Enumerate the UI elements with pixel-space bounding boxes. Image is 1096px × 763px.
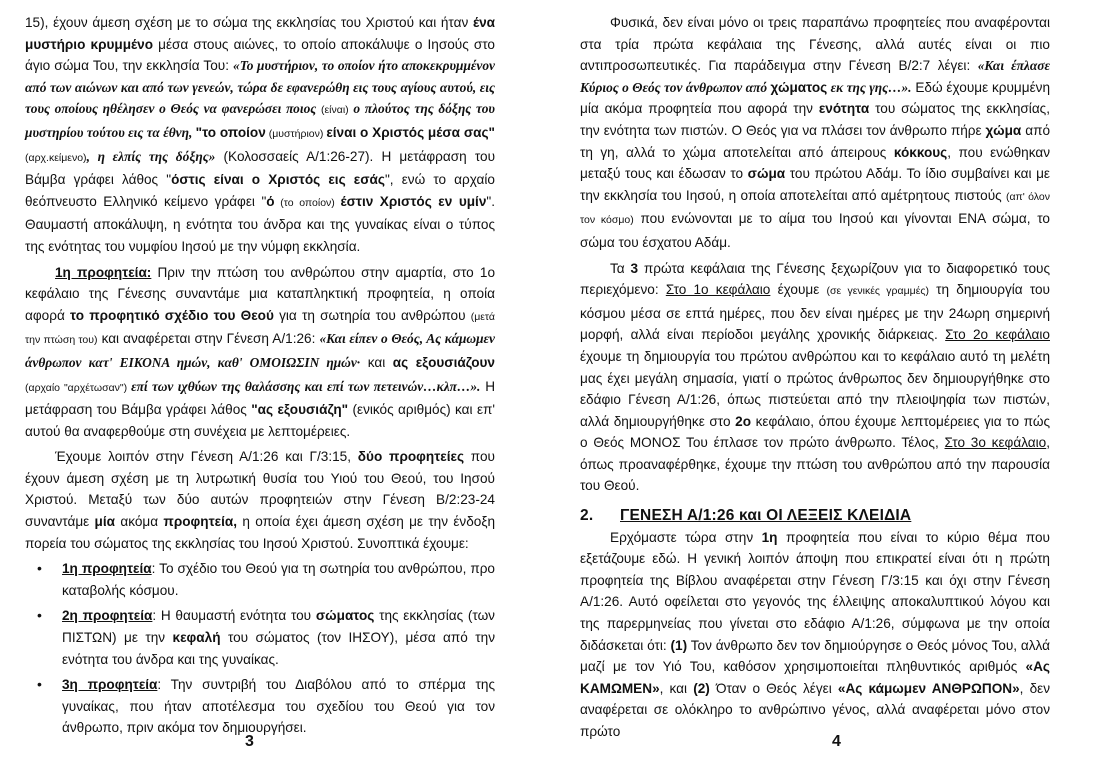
text-run: Έχουμε λοιπόν στην Γένεση Α/1:26 και Γ/3:15,	[55, 449, 358, 465]
text-run: όστις είναι ο Χριστός εις εσάς	[171, 172, 385, 188]
text-run: σώματος	[315, 608, 375, 624]
text-run: , και	[659, 680, 694, 696]
text-run: (μυστήριον)	[265, 127, 327, 140]
text-run: : Το σχέδιο του Θεού για τη σωτηρία του ανθρώπου, προ καταβολής κόσμου.	[62, 561, 495, 598]
right-paragraph-1	[580, 12, 1050, 254]
text-run: (το οποίον)	[274, 196, 341, 209]
text-run: εκ της γης…».	[827, 79, 912, 95]
text-run: 2η προφητεία	[62, 608, 153, 624]
left-page	[25, 12, 495, 743]
text-run: (μετά την πτώση του)	[25, 310, 495, 347]
text-run: , που ενώθηκαν μεταξύ τους και έδωσαν το	[580, 144, 1050, 182]
text-run: 3η προφητεία	[62, 677, 158, 693]
text-run: 1η	[761, 529, 778, 545]
left-paragraph-2	[25, 262, 495, 443]
text-run: που ενώνονται με το αίμα του Ιησού και γίνονται ΕΝΑ σώμα, το σώμα του έσχατου Αδάμ.	[580, 211, 1050, 250]
text-run: μία	[94, 514, 115, 530]
text-run: Φυσικά, δεν είναι μόνο οι τρεις παραπάνω προφητείες που αναφέρονται στα τρία πρώτα κεφάλαια της Γένεσης, αλλά αυτές είναι οι πιο αντιπροσωπευτικές. Για παράδειγμα στην Γένεση Β/2:7 λέγει:	[580, 15, 1050, 74]
text-run: Όταν ο Θεός λέγει	[709, 680, 838, 696]
page-number-left: 3	[245, 733, 254, 750]
text-run: "το οποίον	[195, 124, 266, 140]
text-run: (απ' όλον τον κόσμο)	[580, 190, 1050, 227]
text-run: επί των ιχθύων της θαλάσσης και επί των πετεινών…κλπ…».	[131, 378, 481, 394]
text-run: από τη γη, αλλά το χώμα αποτελείται από άπειρους	[580, 122, 1051, 160]
text-run: και	[360, 354, 393, 370]
text-run: δύο προφητείες	[357, 449, 465, 465]
text-run: «Το μυστήριον, το οποίον ήτο αποκεκρυμμένον από των αιώνων και από των γενεών, τώρα δε εφανερώθη εις τους αγίους αυτού, εις τους οποίους ηθέλησεν ο Θεός να φανερώσει ποιος	[25, 58, 495, 117]
text-run: το προφητικό σχέδιο του Θεού	[70, 307, 274, 323]
text-run: είναι ο Χριστός μέσα σας"	[326, 124, 495, 140]
text-run: πρώτα κεφάλαια της Γένεσης ξεχωρίζουν για το διαφορετικό τους περιεχόμενο:	[580, 260, 1050, 298]
text-run: (Κολοσσαείς Α/1:26-27). Η μετάφραση του Βάμβα γράφει λάθος "	[25, 148, 496, 188]
list-item-text	[62, 561, 495, 598]
text-run: «Ας ΚΑΜΩΜΕΝ»	[580, 659, 1050, 696]
left-paragraph-3	[25, 446, 495, 554]
text-run: Εδώ έχουμε κρυμμένη μία ακόμα προφητεία που αφορά την	[580, 79, 1051, 117]
text-run: «Ας κάμωμεν ΑΝΘΡΩΠΟΝ»	[837, 680, 1020, 696]
right-page	[580, 12, 1050, 743]
text-run: κεφαλή	[172, 630, 221, 646]
list-item	[25, 558, 495, 601]
text-run: 1η προφητεία:	[55, 264, 152, 280]
text-run: «Και έπλασε Κύριος ο Θεός τον άνθρωπον από	[580, 58, 1050, 95]
text-run: ". Θαυμαστή αποκάλυψη, η ενότητα του άνδρα και της γυναίκας είναι ο τύπος της ενότητας του νυμφίου Ιησού με την νύμφη εκκλησία.	[25, 193, 495, 254]
text-run: που έχουν άμεση σχέση με τη λυτρωτική θυσία του Υιού του Θεού, του Ιησού Χριστού. Μεταξύ των δύο αυτών προφητειών στην Γένεση Β/2:23-24 συναντάμε	[25, 449, 495, 530]
text-run: 1η προφητεία	[62, 561, 152, 577]
text-run: Στο 3ο κεφάλαιο	[944, 435, 1047, 451]
text-run: μέσα στους αιώνες, το οποίο αποκάλυψε ο Ιησούς στο άγιο σώμα Του, την εκκλησία Του:	[25, 36, 495, 74]
text-run: 3	[630, 260, 639, 276]
text-run: και αναφέρεται στην Γένεση Α/1:26:	[97, 331, 320, 347]
text-run: : Η θαυμαστή ενότητα του	[152, 608, 316, 624]
text-run: προφητεία που είναι το κύριο θέμα που εξετάζουμε εδώ. Η γενική λοιπόν άποψη που επικρατεί είναι ότι η πρώτη προφητεία της Βίβλου αναφέρεται στην Γένεση Γ/3:15 και όχι στην Γένεση Α/1:26. Αυτό οφείλεται στο γεγονός της έλλειψης αποκαλυπτικού λόγου και της παρερμηνείας που γίνεται στο εδάφιο Α/1:26, σύμφωνα με την οποία διδάσκεται ότι:	[580, 529, 1050, 653]
section-number: 2.	[580, 507, 594, 525]
text-run: σώμα	[747, 166, 786, 182]
text-run: , η ελπίς της δόξης»	[86, 148, 216, 164]
text-run: (είναι)	[320, 104, 349, 117]
text-run: ακόμα	[115, 514, 164, 530]
text-run: της εκκλησίας (των ΠΙΣΤΩΝ) με την	[62, 608, 495, 646]
text-run: Πριν την πτώση του ανθρώπου στην αμαρτία, στο 1ο κεφάλαιο της Γένεσης συναντάμε μια καταπληκτική προφητεία, η οποία αφορά	[25, 264, 495, 323]
text-run: (αρχαίο "αρχέτωσαν")	[25, 381, 132, 394]
section-title: ΓΕΝΕΣΗ Α/1:26 και ΟΙ ΛΕΞΕΙΣ ΚΛΕΙΔΙΑ	[620, 507, 912, 525]
text-run: (ενικός αριθμός) και επ' αυτού θα αναφερθούμε στη συνέχεια με λεπτομέρειες.	[25, 402, 495, 439]
text-run: κόκκους	[893, 144, 948, 160]
text-run: χώμα	[985, 122, 1022, 138]
text-run: Τον άνθρωπο δεν τον δημιούργησε ο Θεός μόνος Του, αλλά μαζί με τον Υιό Του, καθόσον χρησιμοποιείται πληθυντικός αριθμός	[580, 637, 1050, 675]
section-heading	[580, 505, 1050, 527]
text-run: έχουμε	[770, 282, 827, 298]
text-run: ας εξουσιάζουν	[392, 354, 495, 370]
list-item-text	[62, 608, 495, 666]
list-item-text	[62, 677, 495, 735]
prophecy-list	[25, 558, 495, 739]
text-run: 2ο	[735, 413, 752, 429]
text-run: (αρχ.κείμενο)	[25, 151, 87, 164]
text-run: η οποία έχει άμεση σχέση με την ένδοξη πορεία του σώματος της εκκλησίας του Ιησού Χριστού. Συνοπτικά έχουμε:	[25, 514, 496, 551]
text-run: ό	[266, 193, 275, 209]
list-item	[25, 605, 495, 670]
text-run: , δεν αναφέρεται σε ολόκληρο το ανθρώπινο γένος, αλλά αναφέρεται μόνο στον πρώτο	[580, 680, 1050, 739]
text-run: ο πλούτος της δόξης του μυστηρίου τούτου εις τα έθνη,	[25, 101, 495, 140]
list-item	[25, 674, 495, 739]
text-run: έχουμε τη δημιουργία του πρώτου ανθρώπου και το κεφάλαιο αυτό τη μελέτη μας έχει μεγάλη σημασία, γιατί ο πρώτος άνθρωπος δεν δημιουργήθηκε στο εδάφιο Γένεση Α/1:26, όπως πιστεύεται από την πλειοψηφία των πιστών, αλλά δημιουργήθηκε στο	[580, 348, 1050, 429]
text-run: του σώματος (τον ΙΗΣΟΥ), μέσα από την ενότητα του άνδρα και της γυναίκας.	[62, 630, 495, 667]
page-number-right: 4	[832, 733, 841, 750]
text-run: (1)	[670, 637, 688, 653]
text-run: «Και είπεν ο Θεός, Ας κάμωμεν άνθρωπον κατ' ΕΙΚΟΝΑ ημών, καθ' ΟΜΟΙΩΣΙΝ ημών·	[25, 331, 495, 370]
bullet-icon: •	[37, 676, 42, 693]
text-run: Η μετάφραση του Βάμβα γράφει λάθος	[25, 378, 496, 418]
text-run: "ας εξουσιάζη"	[251, 402, 349, 418]
text-run: ένα μυστήριο κρυμμένο	[25, 15, 495, 52]
text-run: ", ενώ το αρχαίο θεόπνευστο Ελληνικό κείμενο γράφει "	[25, 172, 495, 209]
text-run: κεφάλαιο, όπου έχουμε λεπτομέρειες για το πώς ο Θεός ΜΟΝΟΣ Του έπλασε τον πρώτο άνθρωπο. Τέλος,	[580, 413, 1050, 451]
text-run: έστιν Χριστός εν υμίν	[340, 193, 487, 209]
text-run: Στο 2ο κεφάλαιο	[945, 327, 1050, 343]
text-run: Ερχόμαστε τώρα στην	[610, 529, 762, 545]
text-run: προφητεία,	[163, 514, 237, 530]
right-paragraph-2	[580, 258, 1050, 498]
text-run: χώματος	[770, 79, 828, 95]
text-run: του σώματος της εκκλησίας, την ενότητα των πιστών. Ο Θεός για να πλάσει τον άνθρωπο πήρε	[580, 101, 1051, 138]
text-run: για τη σωτηρία του ανθρώπου	[273, 307, 471, 323]
text-run: Τα	[610, 260, 631, 276]
bullet-icon: •	[37, 560, 42, 577]
right-paragraph-3	[580, 527, 1050, 743]
text-run: τη δημιουργία του κόσμου μέσα σε επτά ημέρες, που δεν είναι ημέρες με την 24ωρη σημερινή μορφή, αλλά είναι περίοδοι μεγάλης χρονικής διάρκειας.	[580, 282, 1050, 343]
text-run: 15), έχουν άμεση σχέση με το σώμα της εκκλησίας του Χριστού και ήταν	[25, 15, 473, 30]
text-run: (σε γενικές γραμμές)	[826, 285, 929, 298]
text-run: Στο 1ο κεφάλαιο	[665, 282, 771, 298]
text-run: του πρώτου Αδάμ. Το ίδιο συμβαίνει και με την εκκλησία του Ιησού, η οποία αποτελείται από αμέτρητους πιστούς	[580, 166, 1050, 203]
left-paragraph-1	[25, 12, 495, 258]
text-run: (2)	[693, 680, 710, 696]
text-run: ενότητα	[818, 101, 870, 117]
bullet-icon: •	[37, 607, 42, 624]
text-run: , όπως προαναφέρθηκε, έχουμε την πτώση του ανθρώπου από την παρουσία του Θεού.	[580, 435, 1051, 494]
text-run: : Την συντριβή του Διαβόλου από το σπέρμα της γυναίκας, που ήταν αποτέλεσμα του σχεδίου του Θεού για τον άνθρωπο, πριν ακόμα τον δημιουργήσει.	[62, 677, 495, 736]
